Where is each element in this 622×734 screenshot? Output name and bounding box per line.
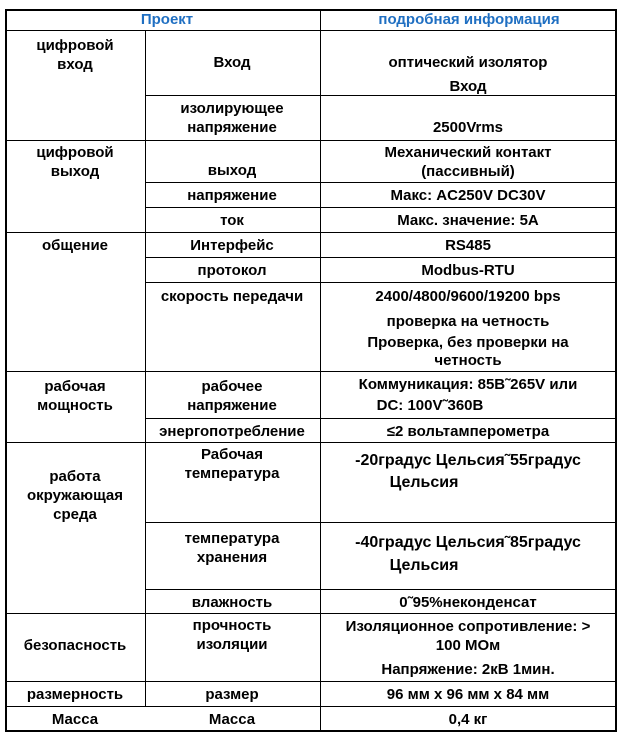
column-divider <box>145 30 146 706</box>
value-interface: RS485 <box>445 237 491 254</box>
subrow-divider <box>145 589 617 590</box>
category-digital-output: выход <box>50 163 100 180</box>
param-working-voltage: рабочее <box>201 378 263 395</box>
category-environment: работа <box>49 468 101 485</box>
category-digital-input: вход <box>57 56 93 73</box>
param-baud-rate: скорость передачи <box>160 288 304 305</box>
value-insulation: Напряжение: 2кВ 1мин. <box>381 661 555 678</box>
value-isolation-voltage: 2500Vrms <box>432 119 504 136</box>
param-input: Вход <box>213 54 251 71</box>
value-consumption: ≤2 вольтамперометра <box>386 423 550 440</box>
row-divider <box>5 371 617 372</box>
value-insulation: 100 МОм <box>435 637 501 654</box>
param-mass: Масса <box>208 711 256 728</box>
value-baud-rate: Проверка, без проверки на <box>367 334 569 351</box>
subrow-divider <box>145 257 617 258</box>
param-insulation: прочность <box>192 617 272 634</box>
value-working-voltage: Коммуникация: 85В˜265V или <box>358 376 578 393</box>
category-environment: окружающая <box>26 487 124 504</box>
value-current: Макс. значение: 5A <box>397 212 539 229</box>
subrow-divider <box>145 418 617 419</box>
subrow-divider <box>145 182 617 183</box>
category-communication: общение <box>41 237 109 254</box>
value-output: Механический контакт <box>384 144 552 161</box>
param-operating-temp: температура <box>184 465 280 482</box>
subrow-divider <box>145 522 617 523</box>
table-border-bottom <box>5 730 617 732</box>
value-working-voltage: DC: 100V˜360В <box>376 397 484 414</box>
category-digital-output: цифровой <box>36 144 114 161</box>
category-dimension: размерность <box>26 686 124 703</box>
param-storage-temp: температура <box>184 530 280 547</box>
category-safety: безопасность <box>23 637 127 654</box>
category-digital-input: цифровой <box>36 37 114 54</box>
subrow-divider <box>145 207 617 208</box>
param-isolation-voltage: напряжение <box>187 119 277 136</box>
row-divider <box>5 140 617 141</box>
value-input: оптический изолятор <box>388 54 548 71</box>
category-environment: среда <box>53 506 97 523</box>
value-insulation: Изоляционное сопротивление: > <box>345 618 591 635</box>
row-divider <box>5 232 617 233</box>
param-operating-temp: Рабочая <box>200 446 264 463</box>
value-baud-rate: проверка на четность <box>386 313 550 330</box>
value-humidity: 0˜95%неконденсат <box>399 594 537 611</box>
param-output: выход <box>207 162 257 179</box>
param-storage-temp: хранения <box>196 549 268 566</box>
param-isolation-voltage: изолирующее <box>180 100 284 117</box>
value-size: 96 мм x 96 мм x 84 мм <box>386 686 550 703</box>
value-baud-rate: 2400/4800/9600/19200 bps <box>375 288 561 305</box>
value-storage-temp: Цельсия <box>389 557 459 574</box>
param-interface: Интерфейс <box>190 237 274 254</box>
subrow-divider <box>145 282 617 283</box>
value-protocol: Modbus-RTU <box>421 262 515 279</box>
subrow-divider <box>145 95 617 96</box>
row-divider <box>5 681 617 682</box>
value-baud-rate: четность <box>434 352 502 369</box>
value-mass: 0,4 кг <box>448 711 488 728</box>
param-size: размер <box>205 686 259 703</box>
row-divider <box>5 30 617 31</box>
row-divider <box>5 706 617 707</box>
param-current: ток <box>220 212 244 229</box>
param-working-voltage: напряжение <box>187 397 277 414</box>
param-consumption: энергопотребление <box>159 423 305 440</box>
param-humidity: влажность <box>191 594 273 611</box>
value-operating-temp: Цельсия <box>389 474 459 491</box>
header-details: подробная информация <box>378 11 560 28</box>
value-storage-temp: -40градус Цельсия˜85градус <box>355 534 581 551</box>
category-mass: Масса <box>51 711 99 728</box>
param-protocol: протокол <box>197 262 267 279</box>
param-insulation: изоляции <box>196 636 268 653</box>
row-divider <box>5 613 617 614</box>
value-voltage: Макс: AC250V DC30V <box>390 187 546 204</box>
column-divider <box>320 9 321 730</box>
param-voltage: напряжение <box>187 187 277 204</box>
row-divider <box>5 442 617 443</box>
value-operating-temp: -20градус Цельсия˜55градус <box>355 452 581 469</box>
value-input: Вход <box>449 78 487 95</box>
category-power: мощность <box>37 397 113 414</box>
category-power: рабочая <box>44 378 106 395</box>
value-output: (пассивный) <box>421 163 515 180</box>
header-project: Проект <box>140 11 194 28</box>
